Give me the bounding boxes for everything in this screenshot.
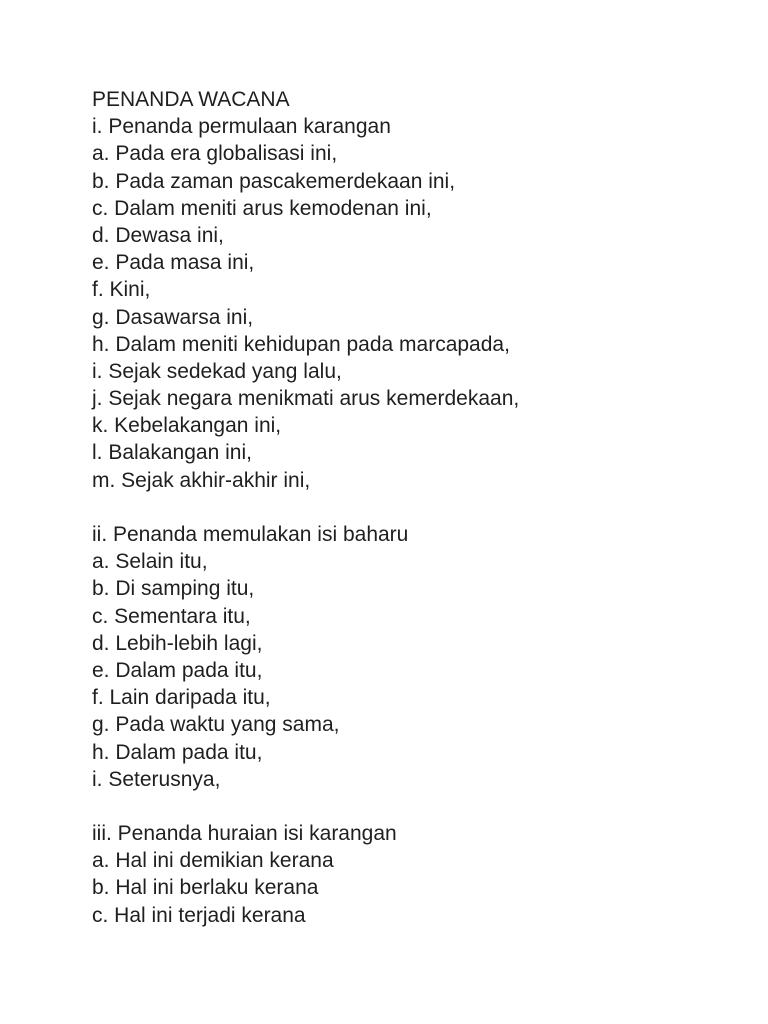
list-item: l. Balakangan ini, bbox=[92, 441, 252, 465]
section-penanda-huraian bbox=[92, 820, 732, 929]
paragraph-gap bbox=[92, 793, 732, 820]
list-item: b. Pada zaman pascakemerdekaan ini, bbox=[92, 169, 456, 193]
list-item: e. Dalam pada itu, bbox=[92, 658, 263, 682]
list-item: g. Dasawarsa ini, bbox=[92, 305, 254, 329]
list-item: f. Lain daripada itu, bbox=[92, 686, 271, 710]
list-item: h. Dalam pada itu, bbox=[92, 740, 263, 764]
list-item: b. Di samping itu, bbox=[92, 577, 255, 601]
list-item: c. Dalam meniti arus kemodenan ini, bbox=[92, 196, 432, 220]
list-item: c. Hal ini terjadi kerana bbox=[92, 903, 306, 927]
list-item: e. Pada masa ini, bbox=[92, 251, 255, 275]
section-penanda-permulaan bbox=[92, 113, 732, 494]
paragraph-gap bbox=[92, 494, 732, 521]
list-item: j. Sejak negara menikmati arus kemerdekaan, bbox=[92, 387, 520, 411]
list-item: i. Sejak sedekad yang lalu, bbox=[92, 359, 342, 383]
section-heading: i. Penanda permulaan karangan bbox=[92, 115, 391, 139]
list-item: b. Hal ini berlaku kerana bbox=[92, 876, 319, 900]
section-penanda-isi-baharu bbox=[92, 521, 732, 793]
list-item: f. Kini, bbox=[92, 278, 151, 302]
list-item: c. Sementara itu, bbox=[92, 604, 251, 628]
list-item: m. Sejak akhir-akhir ini, bbox=[92, 468, 311, 492]
list-item: h. Dalam meniti kehidupan pada marcapada, bbox=[92, 332, 510, 356]
list-item: a. Selain itu, bbox=[92, 550, 208, 574]
section-heading: ii. Penanda memulakan isi baharu bbox=[92, 523, 409, 546]
list-item: a. Pada era globalisasi ini, bbox=[92, 142, 338, 166]
list-item: a. Hal ini demikian kerana bbox=[92, 849, 334, 873]
list-item: i. Seterusnya, bbox=[92, 767, 221, 791]
document-title: PENANDA WACANA bbox=[92, 88, 290, 111]
section-heading: iii. Penanda huraian isi karangan bbox=[92, 822, 397, 846]
list-item: d. Dewasa ini, bbox=[92, 223, 224, 247]
list-item: k. Kebelakangan ini, bbox=[92, 414, 282, 438]
list-item: g. Pada waktu yang sama, bbox=[92, 713, 340, 737]
list-item: d. Lebih-lebih lagi, bbox=[92, 631, 263, 655]
document-body bbox=[92, 86, 732, 929]
